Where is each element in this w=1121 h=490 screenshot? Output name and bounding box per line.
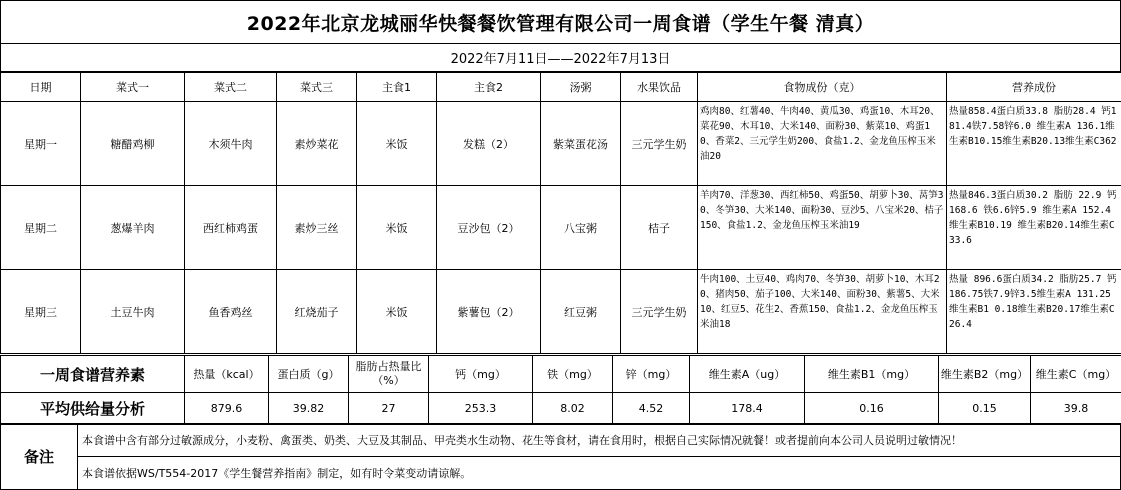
nutrient-value: 8.02 — [533, 393, 613, 425]
nutrient-header: 蛋白质（g） — [269, 356, 349, 393]
dish1-cell: 糖醋鸡柳 — [81, 102, 185, 186]
nutrient-header: 维生素B2（mg） — [939, 356, 1031, 393]
nutrient-header: 热量（kcal） — [185, 356, 269, 393]
nutrient-header: 脂肪占热量比（%） — [349, 356, 429, 393]
nutrition-cell: 热量858.4蛋白质33.8 脂肪28.4 钙181.4铁7.58锌6.0 维生素A 136.1维生素B10.15维生素B20.13维生素C362 — [947, 102, 1121, 186]
header-date: 日期 — [1, 73, 81, 102]
nutrition-header-row — [1, 356, 1121, 393]
guideline-note: 本食谱依据WS/T554-2017《学生餐营养指南》制定，如有时令菜变动请谅解。 — [78, 456, 1120, 489]
notes-body — [78, 424, 1120, 489]
nutrient-value: 879.6 — [185, 393, 269, 425]
soup-cell: 红豆粥 — [541, 270, 621, 354]
page-title: 2022年北京龙城丽华快餐餐饮管理有限公司一周食谱（学生午餐 清真） — [0, 0, 1121, 44]
header-nutrition: 营养成份 — [947, 73, 1121, 102]
ingredients-cell: 鸡肉80、红薯40、牛肉40、黄瓜30、鸡蛋10、木耳20、菜花90、木耳10、大米140、面粉30、紫菜10、鸡蛋10、香菜2、三元学生奶200、食盐1.2、金龙鱼压榨玉米油20 — [698, 102, 947, 186]
nutrient-value: 0.15 — [939, 393, 1031, 425]
nutrient-header: 锌（mg） — [613, 356, 690, 393]
nutrition-label-top: 一周食谱营养素 — [1, 356, 185, 393]
header-dish2: 菜式二 — [185, 73, 277, 102]
header-staple2: 主食2 — [437, 73, 541, 102]
nutrient-value: 39.82 — [269, 393, 349, 425]
staple2-cell: 紫薯包（2） — [437, 270, 541, 354]
nutrient-value: 27 — [349, 393, 429, 425]
nutrition-value-row — [1, 393, 1121, 425]
ingredients-cell: 牛肉100、土豆40、鸡肉70、冬笋30、胡萝卜10、木耳20、猪肉50、茄子100、大米140、面粉30、紫薯5、大米10、红豆5、花生2、香蕉150、食盐1.2、金龙鱼压榨玉米油18 — [698, 270, 947, 354]
nutrient-value: 39.8 — [1031, 393, 1121, 425]
table-row — [1, 270, 1121, 354]
nutrient-header: 铁（mg） — [533, 356, 613, 393]
nutrient-value: 253.3 — [429, 393, 533, 425]
nutrient-header: 钙（mg） — [429, 356, 533, 393]
fruit-cell: 三元学生奶 — [621, 270, 698, 354]
date-range: 2022年7月11日——2022年7月13日 — [0, 44, 1121, 72]
day-cell: 星期三 — [1, 270, 81, 354]
weekly-menu-table — [0, 72, 1121, 354]
header-staple1: 主食1 — [357, 73, 437, 102]
fruit-cell: 桔子 — [621, 186, 698, 270]
staple1-cell: 米饭 — [357, 102, 437, 186]
header-dish1: 菜式一 — [81, 73, 185, 102]
notes-label: 备注 — [1, 424, 78, 489]
nutrient-header: 维生素B1（mg） — [805, 356, 939, 393]
nutrition-label-bottom: 平均供给量分析 — [1, 393, 185, 425]
staple1-cell: 米饭 — [357, 270, 437, 354]
dish1-cell: 葱爆羊肉 — [81, 186, 185, 270]
day-cell: 星期二 — [1, 186, 81, 270]
table-row — [1, 102, 1121, 186]
header-ingredients: 食物成份（克） — [698, 73, 947, 102]
header-dish3: 菜式三 — [277, 73, 357, 102]
dish3-cell: 素炒三丝 — [277, 186, 357, 270]
nutrient-header: 维生素C（mg） — [1031, 356, 1121, 393]
table-row — [1, 186, 1121, 270]
staple1-cell: 米饭 — [357, 186, 437, 270]
soup-cell: 紫菜蛋花汤 — [541, 102, 621, 186]
dish2-cell: 鱼香鸡丝 — [185, 270, 277, 354]
ingredients-cell: 羊肉70、洋葱30、西红柿50、鸡蛋50、胡萝卜30、莴笋30、冬笋30、大米140、面粉30、豆沙5、八宝米20、桔子150、食盐1.2、金龙鱼压榨玉米油19 — [698, 186, 947, 270]
nutrient-header: 维生素A（ug） — [690, 356, 805, 393]
day-cell: 星期一 — [1, 102, 81, 186]
dish2-cell: 西红柿鸡蛋 — [185, 186, 277, 270]
dish3-cell: 红烧茄子 — [277, 270, 357, 354]
nutrient-value: 4.52 — [613, 393, 690, 425]
dish2-cell: 木须牛肉 — [185, 102, 277, 186]
header-soup: 汤粥 — [541, 73, 621, 102]
header-fruit: 水果饮品 — [621, 73, 698, 102]
nutrient-value: 0.16 — [805, 393, 939, 425]
dish1-cell: 土豆牛肉 — [81, 270, 185, 354]
menu-header-row — [1, 73, 1121, 102]
dish3-cell: 素炒菜花 — [277, 102, 357, 186]
soup-cell: 八宝粥 — [541, 186, 621, 270]
nutrient-value: 178.4 — [690, 393, 805, 425]
notes-section — [0, 423, 1121, 490]
staple2-cell: 豆沙包（2） — [437, 186, 541, 270]
staple2-cell: 发糕（2） — [437, 102, 541, 186]
nutrition-cell: 热量846.3蛋白质30.2 脂肪 22.9 钙168.6 铁6.6锌5.9 维生素A 152.4 维生素B10.19 维生素B20.14维生素C 33.6 — [947, 186, 1121, 270]
fruit-cell: 三元学生奶 — [621, 102, 698, 186]
nutrition-cell: 热量 896.6蛋白质34.2 脂肪25.7 钙186.75铁7.9锌3.5维生素A 131.25维生素B1 0.18维生素B20.17维生素C 26.4 — [947, 270, 1121, 354]
weekly-nutrition-table — [0, 355, 1121, 425]
allergen-note: 本食谱中含有部分过敏源成分，小麦粉、禽蛋类、奶类、大豆及其制品、甲壳类水生动物、花生等食材，请在食用时，根据自己实际情况就餐！或者提前向本公司人员说明过敏情况！ — [82, 434, 962, 447]
